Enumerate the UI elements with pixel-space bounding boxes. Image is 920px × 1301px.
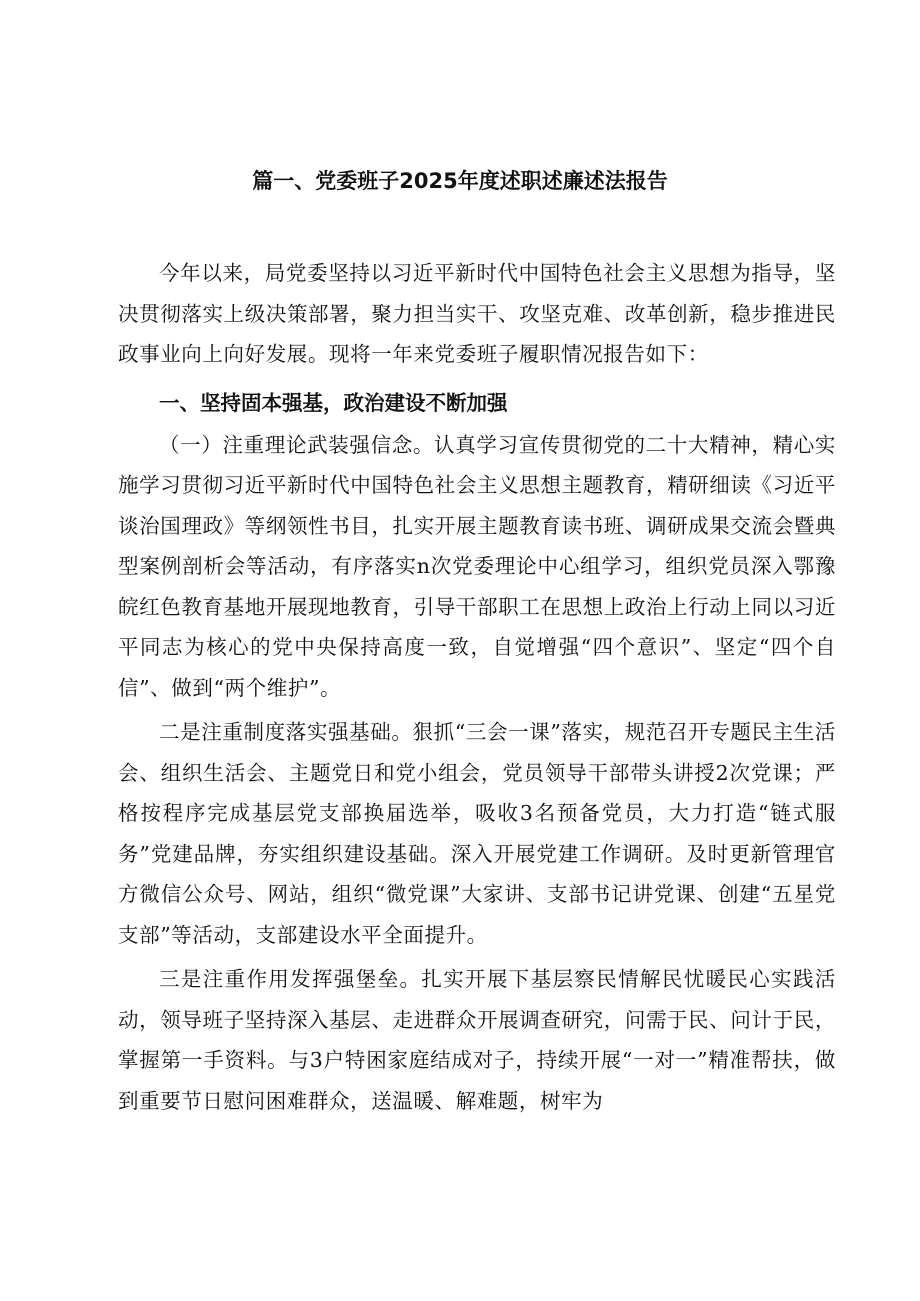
section-heading: 一、坚持固本强基，政治建设不断加强 <box>159 390 508 415</box>
intro-paragraph: 今年以来，局党委坚持以习近平新时代中国特色社会主义思想为指导，坚决贯彻落实上级决策部署，聚力担当实干、攻坚克难、改革创新，稳步推进民政事业向上向好发展。现将一年来党委班子履职情况报告如下： <box>118 261 836 366</box>
document-title: 篇一、党委班子2025年度述职述廉述法报告 <box>252 169 668 193</box>
section-paragraph-1: （一）注重理论武装强信念。认真学习宣传贯彻党的二十大精神，精心实施学习贯彻习近平新时代中国特色社会主义思想主题教育，精研细读《习近平谈治国理政》等纲领性书目，扎实开展主题教育读书班、调研成果交流会暨典型案例剖析会等活动，有序落实n次党委理论中心组学习，组织党员深入鄂豫皖红色教育基地开展现地教育，引导干部职工在思想上政治上行动上同以习近平同志为核心的党中央保持高度一致，自觉增强“四个意识”、坚定“四个自信”、做到“两个维护”。 <box>118 432 836 700</box>
section-paragraph-2: 二是注重制度落实强基础。狠抓“三会一课”落实，规范召开专题民主生活会、组织生活会、主题党日和党小组会，党员领导干部带头讲授2次党课；严格按程序完成基层党支部换届选举，吸收3名预备党员，大力打造“链式服务”党建品牌，夯实组织建设基础。深入开展党建工作调研。及时更新管理官方微信公众号、网站，组织“微党课”大家讲、支部书记讲党课、创建“五星党支部”等活动，支部建设水平全面提升。 <box>118 720 836 947</box>
document-body <box>118 253 836 1121</box>
section-paragraph-3: 三是注重作用发挥强堡垒。扎实开展下基层察民情解民忧暖民心实践活动，领导班子坚持深入基层、走进群众开展调查研究，问需于民、问计于民，掌握第一手资料。与3户特困家庭结成对子，持续开展“一对一”精准帮扶，做到重要节日慰问困难群众，送温暖、解难题，树牢为 <box>118 967 836 1113</box>
